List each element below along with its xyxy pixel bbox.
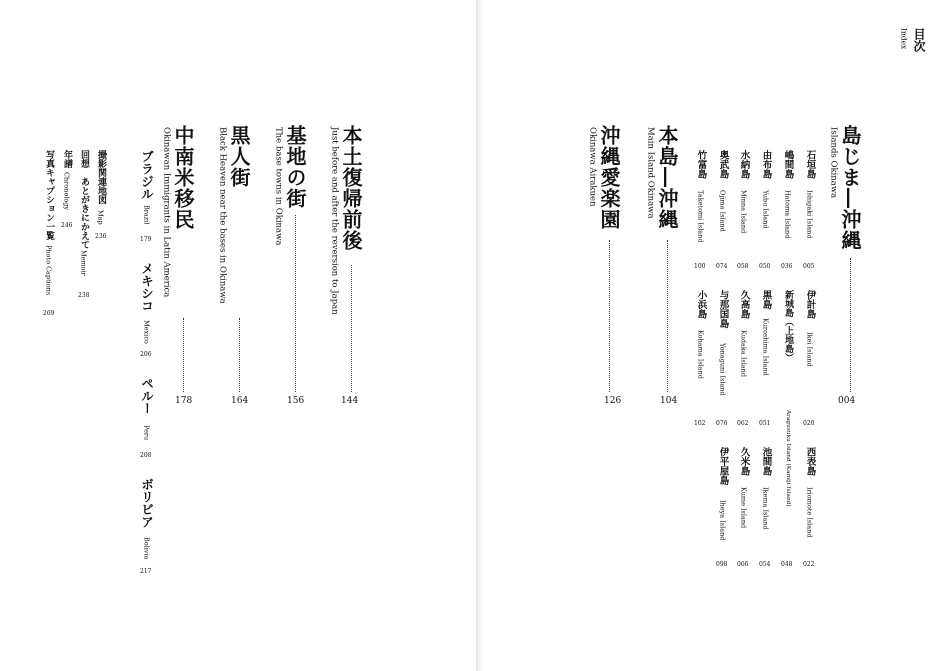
leader-dots xyxy=(295,215,296,392)
entry-title: 回想 あとがきにかえて xyxy=(79,150,89,249)
entry-page: 102 xyxy=(694,420,706,427)
entry-page: 020 xyxy=(803,420,815,427)
entry-subtitle: Kuroshima Island xyxy=(761,318,770,376)
entry-title: 小浜島 xyxy=(695,290,707,319)
entry-page: 005 xyxy=(803,263,815,270)
entry-title: 新城島（上地島） xyxy=(783,290,793,362)
entry-title: ブラジル xyxy=(139,150,155,200)
entry-title: 久高島 xyxy=(738,290,750,319)
section-title: 基地の街 xyxy=(283,125,307,209)
entry-subtitle: Memoir xyxy=(79,250,88,276)
entry-page: 100 xyxy=(694,263,706,270)
section-page: 178 xyxy=(175,396,193,406)
entry-page: 206 xyxy=(140,351,152,358)
section-page: 144 xyxy=(341,396,359,406)
entry-subtitle: Yonaguni Island xyxy=(718,343,727,396)
entry-title: 黒島 xyxy=(760,290,772,309)
entry-subtitle: Peru xyxy=(142,425,151,441)
entry-title: ボリビア xyxy=(139,478,155,528)
section-subtitle: Okinawan Immigrants in Latin America xyxy=(161,127,172,298)
leader-dots xyxy=(667,240,668,392)
entry-page: 269 xyxy=(43,310,55,317)
entry-subtitle: Ikei Island xyxy=(805,332,814,367)
book-gutter-shadow xyxy=(478,0,484,671)
entry-subtitle: Kume Island xyxy=(739,487,748,529)
entry-subtitle: Mexico xyxy=(142,320,151,344)
leader-dots xyxy=(351,265,352,392)
entry-title: 竹富島 xyxy=(695,150,707,179)
entry-page: 074 xyxy=(716,263,728,270)
entry-title: 嶋間島 xyxy=(782,150,794,179)
entry-page: 098 xyxy=(716,561,728,568)
entry-page: 066 xyxy=(737,561,749,568)
section-page: 004 xyxy=(838,396,856,406)
entry-title: 伊平屋島 xyxy=(717,447,729,485)
section-subtitle: Okinawa Airakuen xyxy=(587,127,598,207)
entry-page: 076 xyxy=(716,420,728,427)
section-subtitle: Main Island Okinawa xyxy=(645,127,656,219)
entry-title: 年譜 xyxy=(62,150,72,168)
section-page: 104 xyxy=(660,396,678,406)
index-title: 目次 xyxy=(912,28,926,52)
leader-dots xyxy=(850,258,851,392)
section-page: 156 xyxy=(287,396,305,406)
entry-title: 奥武島 xyxy=(717,150,729,179)
section-subtitle: Just before and after the reversion to Japan xyxy=(329,127,340,315)
entry-title: 与那国島 xyxy=(717,290,729,328)
entry-subtitle: Kohama Island xyxy=(696,330,705,379)
entry-title: ペルー xyxy=(139,377,155,415)
entry-subtitle: Chronology xyxy=(62,172,71,211)
section-subtitle: Islands Okinawa xyxy=(828,127,839,199)
entry-title: 石垣島 xyxy=(804,150,816,179)
entry-page: 179 xyxy=(140,236,152,243)
leader-dots xyxy=(609,240,610,392)
entry-subtitle: Brazil xyxy=(142,205,151,225)
entry-subtitle: Yubu Island xyxy=(761,190,770,229)
section-subtitle: The base towns in Okinawa xyxy=(273,127,284,246)
entry-title: 伊計島 xyxy=(804,290,816,319)
entry-subtitle: Photo Captions xyxy=(44,245,53,296)
entry-page: 246 xyxy=(61,222,73,229)
entry-page: 051 xyxy=(759,420,771,427)
entry-page: 022 xyxy=(803,561,815,568)
entry-title: 水納島 xyxy=(738,150,750,179)
entry-subtitle: Map xyxy=(96,210,105,225)
entry-subtitle: Iriomote Island xyxy=(805,487,814,538)
entry-title: 撮影関連地図 xyxy=(96,150,106,204)
section-title: 本島―沖縄 xyxy=(655,125,679,230)
entry-title: 池間島 xyxy=(760,447,772,476)
entry-page: 236 xyxy=(95,233,107,240)
entry-page: 048 xyxy=(781,561,793,568)
section-page: 164 xyxy=(231,396,249,406)
entry-title: メキシコ xyxy=(139,262,155,312)
entry-page: 058 xyxy=(737,263,749,270)
entry-page: 208 xyxy=(140,452,152,459)
section-title: 沖縄愛楽園 xyxy=(597,125,621,230)
entry-subtitle: Bolivia xyxy=(142,537,151,560)
entry-page: 062 xyxy=(737,420,749,427)
entry-subtitle: Ojima Island xyxy=(718,190,727,232)
entry-page: 036 xyxy=(781,263,793,270)
entry-subtitle: Taketomi Island xyxy=(696,190,705,243)
entry-title: 久米島 xyxy=(738,447,750,476)
entry-subtitle: Kudaka Island xyxy=(739,330,748,378)
entry-subtitle: Aragusuku Island (Kamiji Island) xyxy=(784,410,791,507)
entry-subtitle: Hatoma Island xyxy=(783,190,792,239)
entry-page: 054 xyxy=(759,561,771,568)
entry-page: 050 xyxy=(759,263,771,270)
entry-subtitle: Minna Island xyxy=(739,190,748,234)
entry-subtitle: Iheya Island xyxy=(718,500,727,541)
entry-title: 由布島 xyxy=(760,150,772,179)
section-title: 本土復帰前後 xyxy=(339,125,363,251)
section-title: 黒人街 xyxy=(227,125,251,188)
entry-title: 写真キャプション一覧 xyxy=(44,150,54,240)
leader-dots xyxy=(183,318,184,392)
entry-subtitle: Ishigaki Island xyxy=(805,190,814,239)
entry-page: 238 xyxy=(78,292,90,299)
section-title: 島じま―沖縄 xyxy=(838,125,862,251)
leader-dots xyxy=(239,318,240,392)
section-page: 126 xyxy=(604,396,622,406)
entry-page: 217 xyxy=(140,568,152,575)
section-subtitle: Black Heaven near the bases in Okinawa xyxy=(217,127,228,304)
entry-subtitle: Ikema Island xyxy=(761,487,770,530)
entry-title: 西表島 xyxy=(804,447,816,476)
section-title: 中南米移民 xyxy=(171,125,195,230)
index-title-en: Index xyxy=(899,28,909,50)
